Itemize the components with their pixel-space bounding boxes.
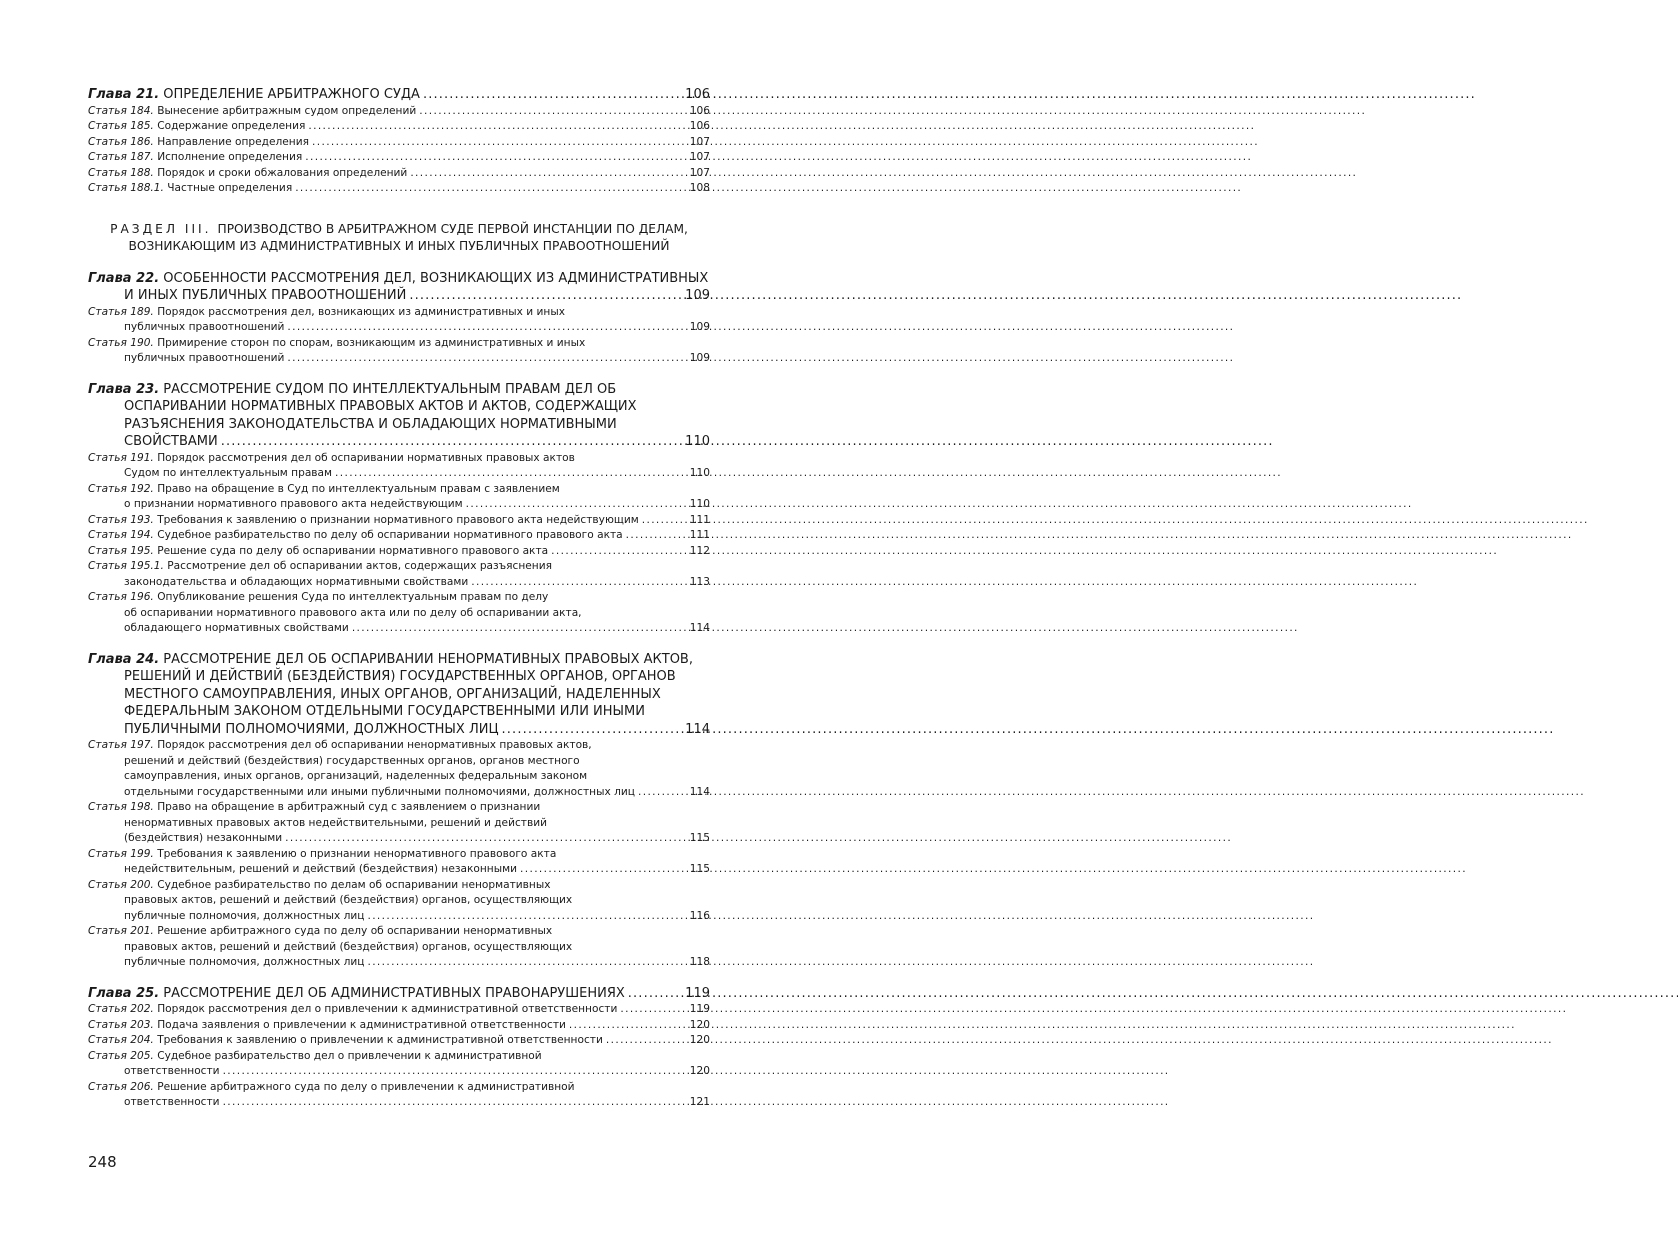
dot-leader <box>409 287 682 305</box>
article-201 <box>88 924 710 971</box>
dot-leader <box>287 351 686 367</box>
chapter-24-title-line-5: ПУБЛИЧНЫМИ ПОЛНОМОЧИЯМИ, ДОЛЖНОСТНЫХ ЛИЦ <box>124 721 499 737</box>
dot-leader <box>642 513 687 529</box>
article-200 <box>88 878 710 925</box>
chapter-23-articles <box>88 451 710 637</box>
chapter-24-page: 114 <box>685 721 710 737</box>
article-title: Порядок и сроки обжалования определений <box>157 166 408 179</box>
article-title: Требования к заявлению о признании нормативного правового акта недействующим <box>157 513 639 526</box>
article-188 <box>88 166 710 182</box>
dot-leader <box>335 466 687 482</box>
article-title-line: Право на обращение в Суд по интеллектуальным правам с заявлением <box>157 482 560 495</box>
article-184 <box>88 104 710 120</box>
article-206 <box>88 1080 710 1111</box>
dot-leader <box>606 1033 687 1049</box>
article-title-line: Судом по интеллектуальным правам <box>124 467 333 479</box>
article-195-1 <box>88 559 710 590</box>
article-title: Решение суда по делу об оспаривании нормативного правового акта <box>157 544 549 557</box>
article-key: Статья 197. <box>88 739 154 751</box>
article-page: 115 <box>689 863 710 875</box>
dot-leader <box>367 909 686 925</box>
dot-leader <box>295 181 687 197</box>
dot-leader <box>285 831 687 847</box>
chapter-23-title-line-3: РАЗЪЯСНЕНИЯ ЗАКОНОДАТЕЛЬСТВА И ОБЛАДАЮЩИХ НОРМАТИВНЫМИ <box>124 416 617 432</box>
dot-leader <box>305 150 687 166</box>
dot-leader <box>419 104 687 120</box>
article-title: Требования к заявлению о привлечении к административной ответственности <box>157 1034 603 1046</box>
chapter-25-articles <box>88 1002 710 1111</box>
article-title-line: Судебное разбирательство дел о привлечении к административной <box>157 1049 542 1062</box>
dot-leader <box>223 1064 687 1080</box>
chapter-23-title-line-2: ОСПАРИВАНИИ НОРМАТИВНЫХ ПРАВОВЫХ АКТОВ И АКТОВ, СОДЕРЖАЩИХ <box>124 399 637 414</box>
article-page: 110 <box>689 467 710 479</box>
article-page: 107 <box>689 151 710 163</box>
article-page: 110 <box>689 498 710 510</box>
article-185 <box>88 119 710 135</box>
chapter-25-page: 119 <box>685 985 710 1001</box>
article-key: Статья 202. <box>88 1003 154 1015</box>
dot-leader <box>423 86 682 104</box>
article-page: 118 <box>689 956 710 968</box>
article-key: Статья 193. <box>88 513 154 526</box>
article-title-line: решений и действий (бездействия) государственных органов, органов местного <box>124 754 580 767</box>
article-key: Статья 198. <box>88 801 154 813</box>
article-key: Статья 184. <box>88 104 154 117</box>
article-186 <box>88 135 710 151</box>
article-page: 111 <box>689 529 710 541</box>
section-3-title-line-1: ПРОИЗВОДСТВО В АРБИТРАЖНОМ СУДЕ ПЕРВОЙ ИНСТАНЦИИ ПО ДЕЛАМ, <box>217 221 688 236</box>
article-page: 115 <box>689 832 710 844</box>
article-title: Порядок рассмотрения дел о привлечении к административной ответственности <box>157 1003 618 1015</box>
article-title-line: обладающего нормативных свойствами <box>124 622 349 634</box>
section-3-title-line-2: ВОЗНИКАЮЩИМ ИЗ АДМИНИСТРАТИВНЫХ И ИНЫХ ПУБЛИЧНЫХ ПРАВООТНОШЕНИЙ <box>128 239 670 253</box>
article-title-line: о признании нормативного правового акта недействующим <box>124 498 463 510</box>
article-key: Статья 189. <box>88 305 154 318</box>
section-3-heading <box>88 221 710 256</box>
article-title-line: самоуправления, иных органов, организаций, наделенных федеральным законом <box>124 770 588 782</box>
chapter-21 <box>88 86 710 104</box>
article-title-line: ненормативных правовых актов недействительными, решений и действий <box>124 816 547 829</box>
dot-leader <box>569 1018 687 1034</box>
article-key: Статья 201. <box>88 925 154 937</box>
chapter-25-title: РАССМОТРЕНИЕ ДЕЛ ОБ АДМИНИСТРАТИВНЫХ ПРАВОНАРУШЕНИЯХ <box>163 985 625 1001</box>
chapter-24-title-line-1: РАССМОТРЕНИЕ ДЕЛ ОБ ОСПАРИВАНИИ НЕНОРМАТИВНЫХ ПРАВОВЫХ АКТОВ, <box>163 651 693 667</box>
article-197 <box>88 738 710 800</box>
article-title-line: публичные полномочия, должностных лиц <box>124 956 365 968</box>
article-title-line: ответственности <box>124 1096 220 1108</box>
dot-leader <box>551 544 687 560</box>
article-page: 109 <box>689 352 710 364</box>
article-title-line: Порядок рассмотрения дел об оспаривании ненормативных правовых актов, <box>157 739 592 751</box>
article-title-line: Рассмотрение дел об оспаривании актов, содержащих разъяснения <box>167 560 552 572</box>
article-title: Направление определения <box>157 135 309 148</box>
article-key: Статья 203. <box>88 1018 154 1031</box>
article-page: 106 <box>689 104 710 117</box>
chapter-23-title-last <box>88 433 710 451</box>
article-203 <box>88 1018 710 1034</box>
chapter-24-title-line-4: ФЕДЕРАЛЬНЫМ ЗАКОНОМ ОТДЕЛЬНЫМИ ГОСУДАРСТВЕННЫМИ ИЛИ ИНЫМИ <box>124 704 645 719</box>
article-title-line: публичные полномочия, должностных лиц <box>124 909 365 922</box>
chapter-22-key: Глава 22. <box>88 270 160 286</box>
chapter-22-title-line-1: ОСОБЕННОСТИ РАССМОТРЕНИЯ ДЕЛ, ВОЗНИКАЮЩИХ ИЗ АДМИНИСТРАТИВНЫХ <box>163 270 709 286</box>
chapter-25 <box>88 985 710 1003</box>
dot-leader <box>466 497 687 513</box>
article-page: 111 <box>689 513 710 526</box>
chapter-22-title-last <box>88 287 710 305</box>
table-of-contents <box>88 86 710 1111</box>
article-194 <box>88 528 710 544</box>
article-title: Вынесение арбитражным судом определений <box>157 104 417 117</box>
article-key: Статья 185. <box>88 120 154 132</box>
dot-leader <box>638 785 687 801</box>
article-page: 107 <box>689 166 710 179</box>
article-page: 120 <box>689 1065 710 1077</box>
article-key: Статья 199. <box>88 847 154 860</box>
dot-leader <box>287 320 686 336</box>
article-key: Статья 187. <box>88 151 154 163</box>
article-page: 119 <box>689 1003 710 1015</box>
article-title: Содержание определения <box>157 120 306 132</box>
article-202 <box>88 1002 710 1018</box>
article-page: 120 <box>689 1018 710 1031</box>
article-195 <box>88 544 710 560</box>
dot-leader <box>410 166 686 182</box>
article-key: Статья 192. <box>88 482 154 495</box>
chapter-23-title-line-1: РАССМОТРЕНИЕ СУДОМ ПО ИНТЕЛЛЕКТУАЛЬНЫМ ПРАВАМ ДЕЛ ОБ <box>163 381 617 397</box>
dot-leader <box>308 119 686 135</box>
dot-leader <box>471 575 686 591</box>
article-page: 114 <box>689 785 710 798</box>
chapter-23-page: 110 <box>685 434 710 449</box>
dot-leader <box>221 433 682 451</box>
article-page: 106 <box>689 120 710 132</box>
article-title-line: публичных правоотношений <box>124 352 285 364</box>
article-key: Статья 204. <box>88 1034 154 1046</box>
article-title-line: Решение арбитражного суда по делу о привлечении к административной <box>157 1080 575 1093</box>
article-title-line: Примирение сторон по спорам, возникающим из административных и иных <box>157 336 586 349</box>
article-key: Статья 196. <box>88 591 154 603</box>
article-key: Статья 200. <box>88 878 154 891</box>
page-number: 248 <box>88 1153 117 1171</box>
article-196 <box>88 590 710 637</box>
article-key: Статья 194. <box>88 529 154 541</box>
chapter-23-title-line-4: СВОЙСТВАМИ <box>124 434 218 449</box>
chapter-22-articles <box>88 305 710 367</box>
article-title-line: Судебное разбирательство по делам об оспаривании ненормативных <box>157 878 551 891</box>
chapter-24-articles <box>88 738 710 971</box>
chapter-24-key: Глава 24. <box>88 651 160 667</box>
chapter-25-key: Глава 25. <box>88 985 160 1001</box>
article-title: Частные определения <box>167 182 293 194</box>
article-title-line: Порядок рассмотрения дел, возникающих из административных и иных <box>157 305 565 318</box>
chapter-24-title-line-3: МЕСТНОГО САМОУПРАВЛЕНИЯ, ИНЫХ ОРГАНОВ, ОРГАНИЗАЦИЙ, НАДЕЛЕННЫХ <box>124 686 661 702</box>
article-title-line: Право на обращение в арбитражный суд с заявлением о признании <box>157 801 541 813</box>
article-title-line: Опубликование решения Суда по интеллектуальным правам по делу <box>157 591 549 603</box>
article-title-line: об оспаривании нормативного правового акта или по делу об оспаривании акта, <box>124 606 582 619</box>
article-key: Статья 188.1. <box>88 182 164 194</box>
article-title-line: отдельными государственными или иными публичными полномочиями, должностных лиц <box>124 785 635 798</box>
article-key: Статья 190. <box>88 336 154 349</box>
article-page: 109 <box>689 321 710 333</box>
article-title-line: правовых актов, решений и действий (бездействия) органов, осуществляющих <box>124 940 573 953</box>
article-page: 120 <box>689 1034 710 1046</box>
article-192 <box>88 482 710 513</box>
chapter-22-page: 109 <box>685 288 710 303</box>
article-title-line: (бездействия) незаконными <box>124 832 283 844</box>
article-title-line: недействительным, решений и действий (бездействия) незаконными <box>124 863 517 875</box>
chapter-23-key: Глава 23. <box>88 381 160 397</box>
dot-leader <box>223 1095 687 1111</box>
article-key: Статья 191. <box>88 451 154 464</box>
chapter-22 <box>88 270 710 305</box>
dot-leader <box>312 135 687 151</box>
article-page: 121 <box>689 1096 710 1108</box>
article-key: Статья 195. <box>88 544 154 557</box>
dot-leader <box>367 955 686 971</box>
article-key: Статья 188. <box>88 166 154 179</box>
article-title-line: Требования к заявлению о признании ненормативного правового акта <box>157 847 557 860</box>
article-page: 113 <box>689 575 710 588</box>
chapter-23 <box>88 381 710 451</box>
article-199 <box>88 847 710 878</box>
article-title-line: Решение арбитражного суда по делу об оспаривании ненормативных <box>157 925 553 937</box>
chapter-22-title-line-2: И ИНЫХ ПУБЛИЧНЫХ ПРАВООТНОШЕНИЙ <box>124 288 407 303</box>
article-title: Подача заявления о привлечении к административной ответственности <box>157 1018 566 1031</box>
chapter-24 <box>88 651 710 739</box>
section-3-label: РАЗДЕЛ III. <box>110 221 212 236</box>
chapter-21-heading <box>88 86 710 104</box>
dot-leader <box>520 862 687 878</box>
article-204 <box>88 1033 710 1049</box>
article-title-line: ответственности <box>124 1065 220 1077</box>
article-205 <box>88 1049 710 1080</box>
chapter-24-title-line-2: РЕШЕНИЙ И ДЕЙСТВИЙ (БЕЗДЕЙСТВИЯ) ГОСУДАРСТВЕННЫХ ОРГАНОВ, ОРГАНОВ <box>124 669 676 684</box>
article-191 <box>88 451 710 482</box>
article-187 <box>88 150 710 166</box>
article-198 <box>88 800 710 847</box>
article-page: 107 <box>689 135 710 148</box>
document-page <box>0 0 768 1241</box>
article-title: Исполнение определения <box>157 151 303 163</box>
article-page: 108 <box>689 182 710 194</box>
article-key: Статья 195.1. <box>88 560 164 572</box>
chapter-25-heading <box>88 985 710 1003</box>
chapter-21-title: ОПРЕДЕЛЕНИЕ АРБИТРАЖНОГО СУДА <box>163 87 420 102</box>
article-title-line: правовых актов, решений и действий (бездействия) органов, осуществляющих <box>124 894 573 906</box>
dot-leader <box>620 1002 686 1018</box>
article-page: 116 <box>689 909 710 922</box>
article-title-line: публичных правоотношений <box>124 321 285 333</box>
article-page: 112 <box>689 544 710 557</box>
chapter-24-title-last <box>88 721 710 739</box>
article-page: 114 <box>689 622 710 634</box>
article-title-line: Порядок рассмотрения дел об оспаривании нормативных правовых актов <box>157 451 575 464</box>
dot-leader <box>502 721 683 739</box>
article-189 <box>88 305 710 336</box>
dot-leader <box>626 528 687 544</box>
chapter-21-key: Глава 21. <box>88 87 160 102</box>
dot-leader <box>628 985 682 1003</box>
article-key: Статья 206. <box>88 1080 154 1093</box>
article-title: Судебное разбирательство по делу об оспаривании нормативного правового акта <box>157 529 623 541</box>
chapter-21-articles <box>88 104 710 197</box>
dot-leader <box>352 621 687 637</box>
article-193 <box>88 513 710 529</box>
chapter-21-page: 106 <box>685 87 710 102</box>
article-key: Статья 186. <box>88 135 154 148</box>
article-188-1 <box>88 181 710 197</box>
article-key: Статья 205. <box>88 1049 154 1062</box>
article-title-line: законодательства и обладающих нормативными свойствами <box>124 575 469 588</box>
article-190 <box>88 336 710 367</box>
